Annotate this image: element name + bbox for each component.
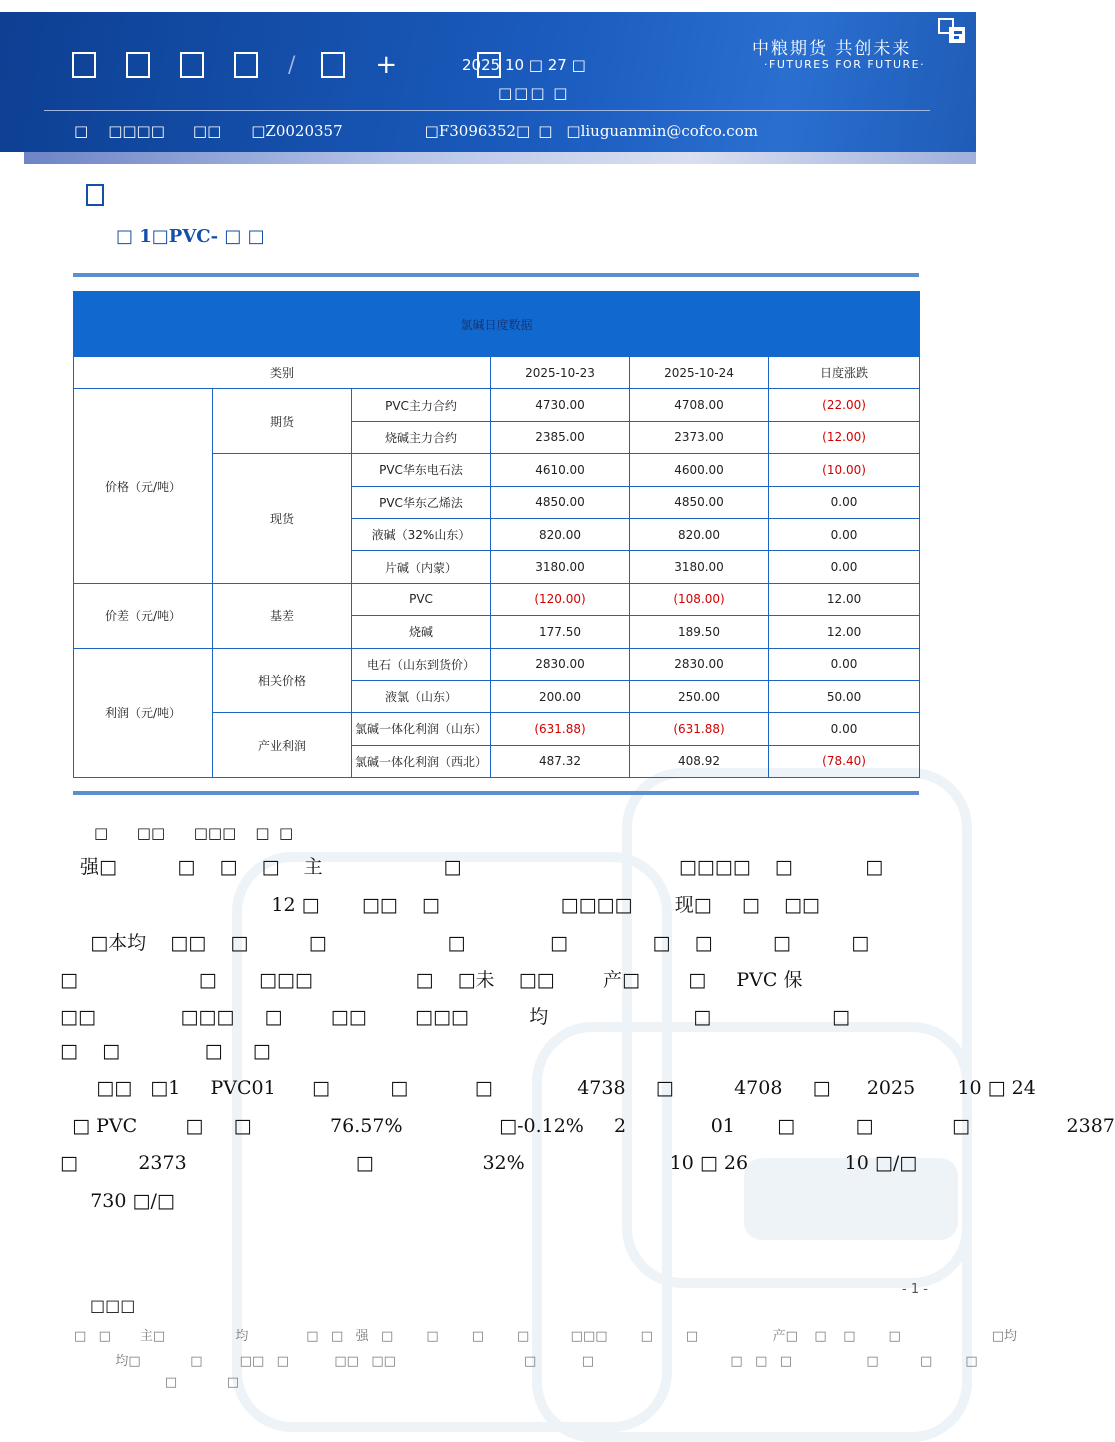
cell-change: 50.00 — [769, 680, 920, 712]
cell-date-1: 820.00 — [491, 518, 630, 550]
row-item: 氯碱一体化利润（西北） — [352, 745, 491, 777]
body-text-line: 12 □ □□ □ □□□□ 现□ □ □□ — [60, 894, 820, 916]
header-category: 类别 — [74, 357, 491, 389]
row-item: 液氯（山东） — [352, 680, 491, 712]
title-separator: / — [288, 52, 296, 78]
row-subcategory: 相关价格 — [213, 648, 352, 713]
cell-date-2: 2373.00 — [630, 421, 769, 453]
footer-text-line: 均□ □ □□ □ □□ □□ □ □ □ □ □ □ □ □ — [74, 1354, 978, 1369]
title-glyph — [321, 52, 345, 78]
brand-logo-icon — [938, 18, 966, 44]
cell-date-1: 4730.00 — [491, 389, 630, 421]
body-text-line: □本均 □□ □ □ □ □ □ □ □ □ — [60, 932, 870, 954]
cell-change: (78.40) — [769, 745, 920, 777]
header-daily-change: 日度涨跌 — [769, 357, 920, 389]
row-category: 利润（元/吨） — [74, 648, 213, 778]
header-date-1: 2025-10-23 — [491, 357, 630, 389]
cell-date-2: (631.88) — [630, 713, 769, 745]
row-subcategory: 现货 — [213, 454, 352, 584]
body-text-line: 730 □/□ — [60, 1190, 175, 1212]
body-text-line: □ PVC □ □ 76.57% □-0.12% 2 01 □ □ □ 2387 — [60, 1115, 1115, 1137]
cell-change: 0.00 — [769, 648, 920, 680]
title-glyph — [126, 52, 150, 78]
title-glyph — [180, 52, 204, 78]
cell-date-1: 4850.00 — [491, 486, 630, 518]
table-row — [74, 389, 920, 421]
row-category: 价差（元/吨） — [74, 583, 213, 648]
body-text-line: □ 2373 □ 32% 10 □ 26 10 □/□ — [60, 1152, 918, 1174]
report-date-sub: □□□ □ — [498, 84, 570, 102]
chlor-alkali-daily-table — [73, 291, 919, 778]
table-bottom-rule — [73, 791, 919, 795]
page-number: - 1 - — [902, 1282, 928, 1297]
license-number: □Z0020357 — [251, 122, 343, 140]
cell-date-1: 3180.00 — [491, 551, 630, 583]
row-subcategory: 期货 — [213, 389, 352, 454]
cell-change: 0.00 — [769, 551, 920, 583]
row-item: 电石（山东到货价） — [352, 648, 491, 680]
body-text-line: □□ □□□ □ □□ □□□ 均 □ □ — [60, 1006, 850, 1028]
header-image-strip — [24, 152, 976, 164]
cell-change: 12.00 — [769, 583, 920, 615]
footer-text-line: □ □ 主□ 均 □ □ 强 □ □ □ □ □□□ □ □ 产□ □ □ □ □均 — [74, 1329, 1018, 1344]
cell-change: (12.00) — [769, 421, 920, 453]
cell-date-2: 189.50 — [630, 616, 769, 648]
cell-change: 0.00 — [769, 713, 920, 745]
cell-change: 12.00 — [769, 616, 920, 648]
cell-date-2: 4708.00 — [630, 389, 769, 421]
footer-heading: □□□ — [90, 1296, 136, 1315]
cell-change: 0.00 — [769, 486, 920, 518]
cell-date-1: 2385.00 — [491, 421, 630, 453]
cell-date-1: 487.32 — [491, 745, 630, 777]
analysis-heading: □ □□ □□□ □ □ — [94, 824, 294, 842]
row-item: 烧碱 — [352, 616, 491, 648]
row-item: PVC — [352, 583, 491, 615]
row-item: PVC华东乙烯法 — [352, 486, 491, 518]
section-heading-glyph — [86, 184, 104, 206]
row-subcategory: 产业利润 — [213, 713, 352, 778]
cell-change: (10.00) — [769, 454, 920, 486]
cell-date-1: 200.00 — [491, 680, 630, 712]
body-text-line: 强□ □ □ □ 主 □ □□□□ □ □ — [80, 856, 884, 878]
body-text-line: □ □ □□□ □ □未 □□ 产□ □ PVC 保 — [60, 969, 803, 991]
investment-license: □F3096352□ — [424, 122, 531, 140]
header-date-2: 2025-10-24 — [630, 357, 769, 389]
brand-logo-text: 中粮期货 共创未来 — [752, 39, 912, 59]
table-row — [74, 648, 920, 680]
row-item: 液碱（32%山东） — [352, 518, 491, 550]
body-text-line: □ □ □ □ — [60, 1040, 271, 1062]
header-divider — [44, 110, 930, 111]
row-item: PVC华东电石法 — [352, 454, 491, 486]
cell-date-2: (108.00) — [630, 583, 769, 615]
row-subcategory: 基差 — [213, 583, 352, 648]
cell-date-2: 820.00 — [630, 518, 769, 550]
brand-slogan: ·FUTURES FOR FUTURE· — [764, 58, 926, 71]
cell-date-2: 408.92 — [630, 745, 769, 777]
table-title: 氯碱日度数据 — [74, 292, 920, 357]
title-glyph — [72, 52, 96, 78]
author-email[interactable]: □liuguanmin@cofco.com — [566, 122, 758, 140]
cell-date-2: 4600.00 — [630, 454, 769, 486]
row-item: PVC主力合约 — [352, 389, 491, 421]
cell-date-1: 4610.00 — [491, 454, 630, 486]
body-text-line: □□ □1 PVC01 □ □ □ 4738 □ 4708 □ 2025 10 □ 24 — [60, 1077, 1036, 1099]
row-item: 烧碱主力合约 — [352, 421, 491, 453]
author-title: □□ — [192, 122, 222, 140]
section-subheading: □ 1□PVC- □ □ — [116, 226, 265, 247]
cell-date-2: 2830.00 — [630, 648, 769, 680]
cell-change: 0.00 — [769, 518, 920, 550]
table-row — [74, 583, 920, 615]
author-info — [74, 122, 758, 140]
author-icon: □ — [74, 122, 89, 140]
cell-change: (22.00) — [769, 389, 920, 421]
cell-date-2: 4850.00 — [630, 486, 769, 518]
cell-date-1: 177.50 — [491, 616, 630, 648]
title-plus: + — [375, 50, 398, 80]
cell-date-2: 3180.00 — [630, 551, 769, 583]
row-item: 片碱（内蒙） — [352, 551, 491, 583]
report-date: 2025 10 □ 27 □ — [462, 56, 586, 74]
cell-date-1: (631.88) — [491, 713, 630, 745]
cell-date-2: 250.00 — [630, 680, 769, 712]
author-name: □□□□ — [108, 122, 165, 140]
email-icon: □ — [538, 122, 553, 140]
row-item: 氯碱一体化利润（山东） — [352, 713, 491, 745]
cell-date-1: (120.00) — [491, 583, 630, 615]
row-category: 价格（元/吨） — [74, 389, 213, 583]
table-top-rule — [73, 273, 919, 277]
cell-date-1: 2830.00 — [491, 648, 630, 680]
title-glyph — [234, 52, 258, 78]
footer-text-line: □ □ — [74, 1375, 240, 1390]
